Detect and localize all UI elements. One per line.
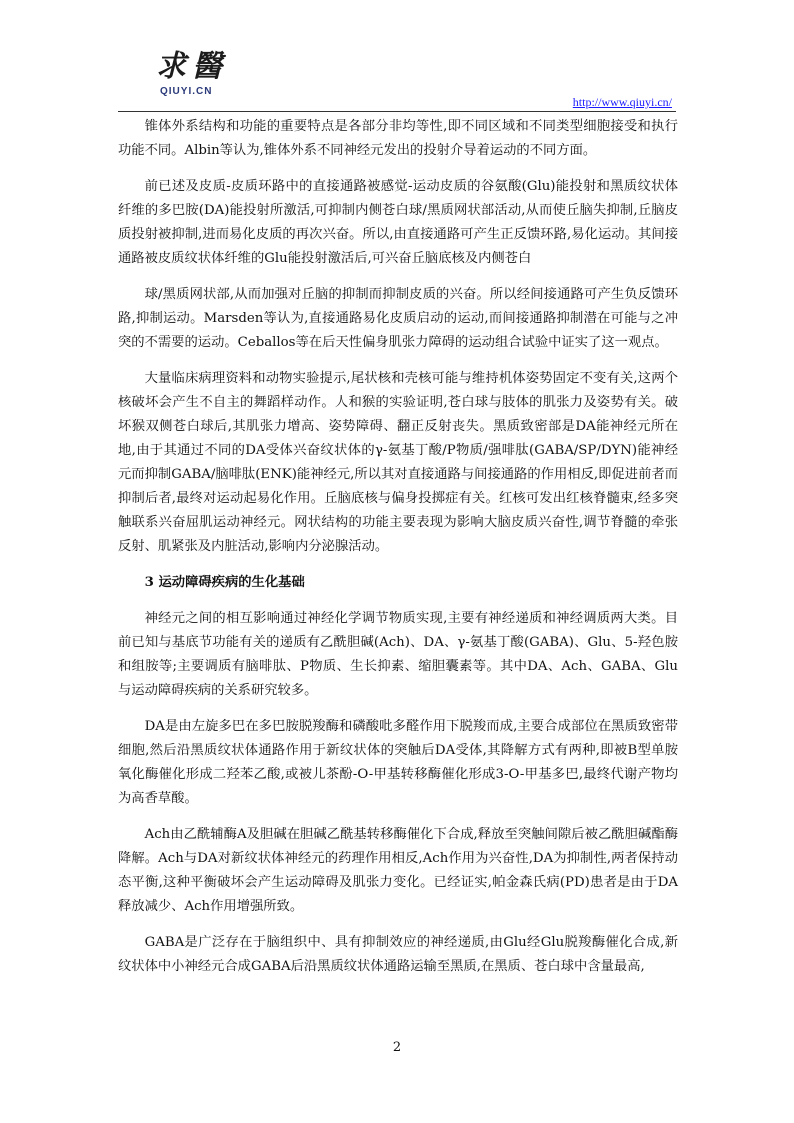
logo-cjk-text: 求醫 <box>156 49 228 84</box>
paragraph-7: Ach由乙酰辅酶A及胆碱在胆碱乙酰基转移酶催化下合成,释放至突触间隙后被乙酰胆碱酯酶降解。Ach与DA对新纹状体神经元的药理作用相反,Ach作用为兴奋性,DA为抑制性,两者保持动态平衡,这种平衡破坏会产生运动障碍及肌张力变化。已经证实,帕金森氏病(PD)患者是由于DA释放减少、Ach作用增强所致。 <box>118 827 678 914</box>
qiuyi-logo <box>156 50 240 110</box>
paragraph-4: 大量临床病理资料和动物实验提示,尾状核和壳核可能与维持机体姿势固定不变有关,这两个核破坏会产生不自主的舞蹈样动作。人和猴的实验证明,苍白球与肢体的肌张力及姿势有关。破坏猴双侧苍白球后,其肌张力增高、姿势障碍、翻正反射丧失。黑质致密部是DA能神经元所在地,由于其通过不同的DA受体兴奋纹状体的γ-氨基丁酸/P物质/强啡肽(GABA/SP/DYN)能神经元而抑制GABA/脑啡肽(ENK)能神经元,所以其对直接通路与间接通路的作用相反,即促进前者而抑制后者,最终对运动起易化作用。丘脑底核与偏身投掷症有关。红核可发出红核脊髓束,经多突触联系兴奋屈肌运动神经元。网状结构的功能主要表现为影响大脑皮质兴奋性,调节脊髓的牵张反射、肌紧张及内脏活动,影响内分泌腺活动。 <box>118 371 678 554</box>
paragraph-2: 前已述及皮质-皮质环路中的直接通路被感觉-运动皮质的谷氨酸(Glu)能投射和黑质纹状体纤维的多巴胺(DA)能投射所激活,可抑制内侧苍白球/黑质网状部活动,从而使丘脑失抑制,丘脑皮质投射被抑制,进而易化皮质的再次兴奋。所以,由直接通路可产生正反馈环路,易化运动。其间接通路被皮质纹状体纤维的Glu能投射激活后,可兴奋丘脑底核及内侧苍白 <box>118 179 678 266</box>
paragraph-5: 神经元之间的相互影响通过神经化学调节物质实现,主要有神经递质和神经调质两大类。目前已知与基底节功能有关的递质有乙酰胆碱(Ach)、DA、γ-氨基丁酸(GABA)、Glu、5-羟色胺和组胺等;主要调质有脑啡肽、P物质、生长抑素、缩胆囊素等。其中DA、Ach、GABA、Glu与运动障碍疾病的关系研究较多。 <box>118 611 678 698</box>
paragraph-6: DA是由左旋多巴在多巴胺脱羧酶和磷酸吡多醛作用下脱羧而成,主要合成部位在黑质致密带细胞,然后沿黑质纹状体通路作用于新纹状体的突触后DA受体,其降解方式有两种,即被B型单胺氧化酶催化形成二羟苯乙酸,或被儿茶酚-O-甲基转移酶催化形成3-O-甲基多巴,最终代谢产物均为高香草酸。 <box>118 719 678 806</box>
header-rule <box>118 111 676 112</box>
paragraph-3: 球/黑质网状部,从而加强对丘脑的抑制而抑制皮质的兴奋。所以经间接通路可产生负反馈环路,抑制运动。Marsden等认为,直接通路易化皮质启动的运动,而间接通路抑制潜在可能与之冲突的不需要的运动。Ceballos等在后天性偏身肌张力障碍的运动组合试验中证实了这一观点。 <box>118 287 678 350</box>
document-body <box>118 115 678 991</box>
header-url-link[interactable]: http://www.qiuyi.cn/ <box>572 95 672 109</box>
paragraph-1: 锥体外系结构和功能的重要特点是各部分非均等性,即不同区域和不同类型细胞接受和执行功能不同。Albin等认为,锥体外系不同神经元发出的投射介导着运动的不同方面。 <box>118 119 678 158</box>
logo-latin-text: QIUYI.CN <box>160 86 213 97</box>
section-heading: 3 运动障碍疾病的生化基础 <box>144 575 305 590</box>
page-number: 2 <box>392 1040 402 1055</box>
paragraph-8: GABA是广泛存在于脑组织中、具有抑制效应的神经递质,由Glu经Glu脱羧酶催化合成,新纹状体中小神经元合成GABA后沿黑质纹状体通路运输至黑质,在黑质、苍白球中含量最高, <box>118 935 678 974</box>
